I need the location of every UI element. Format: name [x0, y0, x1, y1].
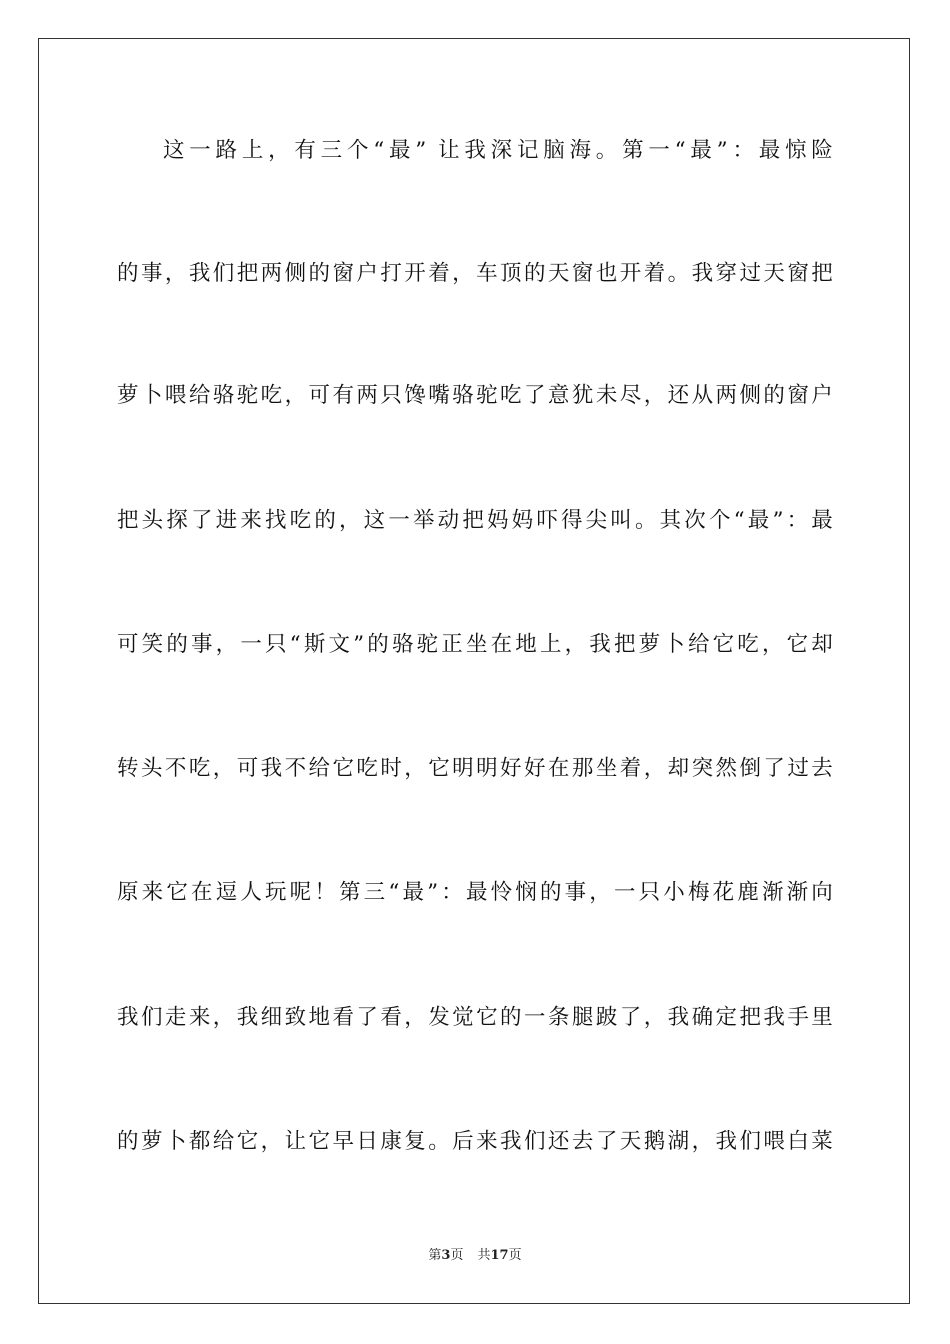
paragraph-line-2: 的事，我们把两侧的窗户打开着，车顶的天窗也开着。我穿过天窗把: [117, 261, 833, 286]
paragraph-line-7: 原来它在逗人玩呢！第三“最”：最怜悯的事，一只小梅花鹿渐渐向: [117, 880, 833, 905]
current-page-number: 3: [441, 1248, 451, 1263]
total-prefix: 共: [477, 1248, 491, 1263]
paragraph-line-5: 可笑的事，一只“斯文”的骆驼正坐在地上，我把萝卜给它吃，它却: [117, 632, 833, 657]
paragraph-line-8: 我们走来，我细致地看了看，发觉它的一条腿跛了，我确定把我手里: [117, 1005, 833, 1030]
page-suffix: 页: [450, 1248, 464, 1263]
page-footer: [0, 1247, 950, 1265]
paragraph-line-3: 萝卜喂给骆驼吃，可有两只馋嘴骆驼吃了意犹未尽，还从两侧的窗户: [117, 383, 833, 408]
page-prefix: 第: [428, 1248, 442, 1263]
paragraph-line-6: 转头不吃，可我不给它吃时，它明明好好在那坐着，却突然倒了过去: [117, 756, 833, 781]
page-border: [38, 38, 910, 1304]
paragraph-line-9: 的萝卜都给它，让它早日康复。后来我们还去了天鹅湖，我们喂白菜: [117, 1129, 833, 1154]
paragraph-line-4: 把头探了进来找吃的，这一举动把妈妈吓得尖叫。其次个“最”：最: [117, 508, 833, 533]
total-suffix: 页: [508, 1248, 522, 1263]
paragraph-line-1: 这一路上，有三个“最” 让我深记脑海。第一“最”：最惊险: [163, 138, 833, 163]
total-pages-number: 17: [490, 1248, 509, 1263]
